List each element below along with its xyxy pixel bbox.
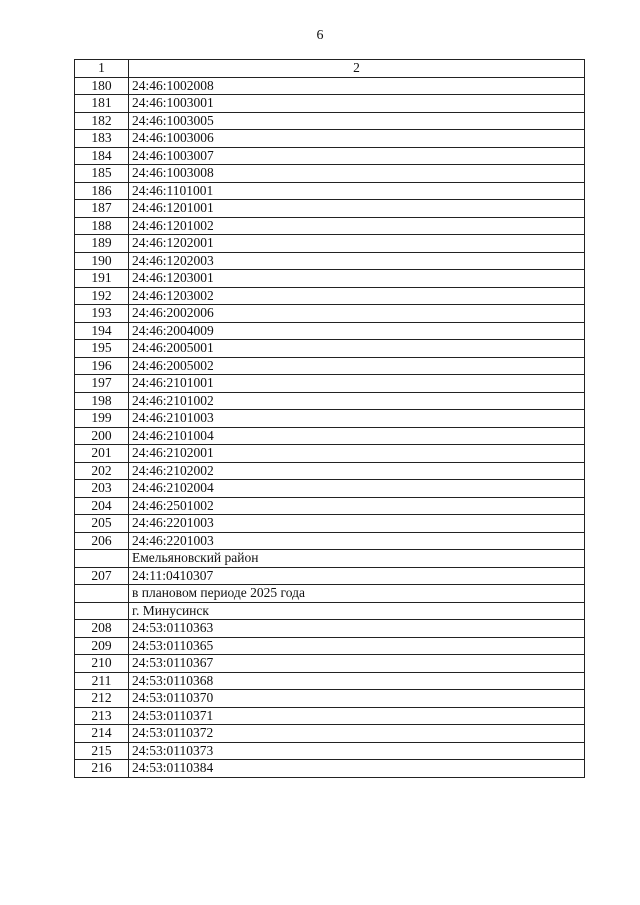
cadastral-number-cell: 24:46:1003001 [129, 95, 585, 113]
page-number: 6 [316, 28, 324, 43]
table-body [75, 77, 585, 777]
table-row [75, 410, 585, 428]
table-row [75, 112, 585, 130]
row-number-cell: 196 [75, 357, 129, 375]
cadastral-number-cell: 24:46:2005002 [129, 357, 585, 375]
row-number-cell: 202 [75, 462, 129, 480]
cadastral-number-cell: 24:53:0110373 [129, 742, 585, 760]
row-number-cell: 188 [75, 217, 129, 235]
table-row [75, 602, 585, 620]
cadastral-number-cell: 24:53:0110363 [129, 620, 585, 638]
table-row [75, 462, 585, 480]
table-row [75, 620, 585, 638]
table-row [75, 655, 585, 673]
cadastral-number-cell: 24:46:1101001 [129, 182, 585, 200]
row-number-cell: 206 [75, 532, 129, 550]
row-number-cell: 205 [75, 515, 129, 533]
cadastral-number-cell: 24:46:1203002 [129, 287, 585, 305]
row-number-cell: 190 [75, 252, 129, 270]
cadastral-number-cell: 24:46:1201001 [129, 200, 585, 218]
table-row [75, 235, 585, 253]
table-row [75, 532, 585, 550]
table-row [75, 515, 585, 533]
table-row [75, 725, 585, 743]
row-number-cell [75, 602, 129, 620]
row-number-cell: 198 [75, 392, 129, 410]
row-number-cell: 214 [75, 725, 129, 743]
table-row [75, 637, 585, 655]
table-row [75, 585, 585, 603]
table-row [75, 375, 585, 393]
row-number-cell: 210 [75, 655, 129, 673]
table-row [75, 200, 585, 218]
table-row [75, 340, 585, 358]
cadastral-number-cell: 24:46:1203001 [129, 270, 585, 288]
table-row [75, 357, 585, 375]
cadastral-number-cell: 24:46:2101003 [129, 410, 585, 428]
cadastral-number-cell: 24:46:1003006 [129, 130, 585, 148]
row-number-cell [75, 585, 129, 603]
row-number-cell: 183 [75, 130, 129, 148]
column-header-2: 2 [129, 60, 585, 78]
table-row [75, 217, 585, 235]
row-number-cell: 216 [75, 760, 129, 778]
table-row [75, 567, 585, 585]
cadastral-number-cell: 24:46:2102002 [129, 462, 585, 480]
row-number-cell: 185 [75, 165, 129, 183]
row-number-cell: 208 [75, 620, 129, 638]
row-number-cell: 193 [75, 305, 129, 323]
table-row [75, 130, 585, 148]
cadastral-number-cell: 24:53:0110371 [129, 707, 585, 725]
cadastral-number-cell: в плановом периоде 2025 года [129, 585, 585, 603]
table-row [75, 165, 585, 183]
row-number-cell: 192 [75, 287, 129, 305]
table-row [75, 392, 585, 410]
row-number-cell: 187 [75, 200, 129, 218]
cadastral-number-cell: 24:46:2102004 [129, 480, 585, 498]
row-number-cell: 213 [75, 707, 129, 725]
cadastral-number-cell: 24:53:0110372 [129, 725, 585, 743]
row-number-cell: 181 [75, 95, 129, 113]
cadastral-number-cell: 24:46:2101004 [129, 427, 585, 445]
cadastral-number-cell: Емельяновский район [129, 550, 585, 568]
parcel-table [74, 59, 585, 778]
cadastral-number-cell: 24:46:2201003 [129, 515, 585, 533]
row-number-cell: 182 [75, 112, 129, 130]
cadastral-number-cell: 24:46:2102001 [129, 445, 585, 463]
row-number-cell: 215 [75, 742, 129, 760]
row-number-cell: 211 [75, 672, 129, 690]
row-number-cell: 212 [75, 690, 129, 708]
row-number-cell: 209 [75, 637, 129, 655]
cadastral-number-cell: 24:46:2201003 [129, 532, 585, 550]
table-row [75, 672, 585, 690]
row-number-cell: 201 [75, 445, 129, 463]
row-number-cell: 194 [75, 322, 129, 340]
row-number-cell: 195 [75, 340, 129, 358]
cadastral-number-cell: 24:53:0110370 [129, 690, 585, 708]
row-number-cell: 186 [75, 182, 129, 200]
row-number-cell: 203 [75, 480, 129, 498]
cadastral-number-cell: 24:46:1003008 [129, 165, 585, 183]
row-number-cell: 204 [75, 497, 129, 515]
table-row [75, 287, 585, 305]
cadastral-number-cell: 24:46:1202001 [129, 235, 585, 253]
table-row [75, 707, 585, 725]
table-row [75, 182, 585, 200]
row-number-cell: 189 [75, 235, 129, 253]
row-number-cell: 191 [75, 270, 129, 288]
table-row [75, 95, 585, 113]
cadastral-number-cell: 24:46:2005001 [129, 340, 585, 358]
table-row [75, 270, 585, 288]
row-number-cell [75, 550, 129, 568]
cadastral-number-cell: 24:46:1003005 [129, 112, 585, 130]
cadastral-number-cell: 24:46:1002008 [129, 77, 585, 95]
table-header-row [75, 60, 585, 78]
column-header-1: 1 [75, 60, 129, 78]
cadastral-number-cell: 24:53:0110367 [129, 655, 585, 673]
cadastral-number-cell: 24:46:2002006 [129, 305, 585, 323]
cadastral-number-cell: 24:46:2101002 [129, 392, 585, 410]
table-row [75, 322, 585, 340]
cadastral-number-cell: 24:46:2004009 [129, 322, 585, 340]
row-number-cell: 180 [75, 77, 129, 95]
cadastral-number-cell: 24:46:2101001 [129, 375, 585, 393]
cadastral-number-cell: 24:46:1202003 [129, 252, 585, 270]
table-row [75, 147, 585, 165]
table-row [75, 305, 585, 323]
row-number-cell: 207 [75, 567, 129, 585]
cadastral-number-cell: г. Минусинск [129, 602, 585, 620]
row-number-cell: 197 [75, 375, 129, 393]
table-row [75, 427, 585, 445]
cadastral-number-cell: 24:46:1003007 [129, 147, 585, 165]
row-number-cell: 184 [75, 147, 129, 165]
row-number-cell: 200 [75, 427, 129, 445]
table-row [75, 77, 585, 95]
cadastral-number-cell: 24:53:0110368 [129, 672, 585, 690]
table-row [75, 497, 585, 515]
cadastral-number-cell: 24:46:1201002 [129, 217, 585, 235]
table-row [75, 480, 585, 498]
table-row [75, 550, 585, 568]
table-row [75, 742, 585, 760]
table-row [75, 252, 585, 270]
cadastral-number-cell: 24:11:0410307 [129, 567, 585, 585]
cadastral-number-cell: 24:53:0110365 [129, 637, 585, 655]
table-row [75, 760, 585, 778]
table-row [75, 690, 585, 708]
row-number-cell: 199 [75, 410, 129, 428]
table-row [75, 445, 585, 463]
cadastral-number-cell: 24:46:2501002 [129, 497, 585, 515]
cadastral-number-cell: 24:53:0110384 [129, 760, 585, 778]
